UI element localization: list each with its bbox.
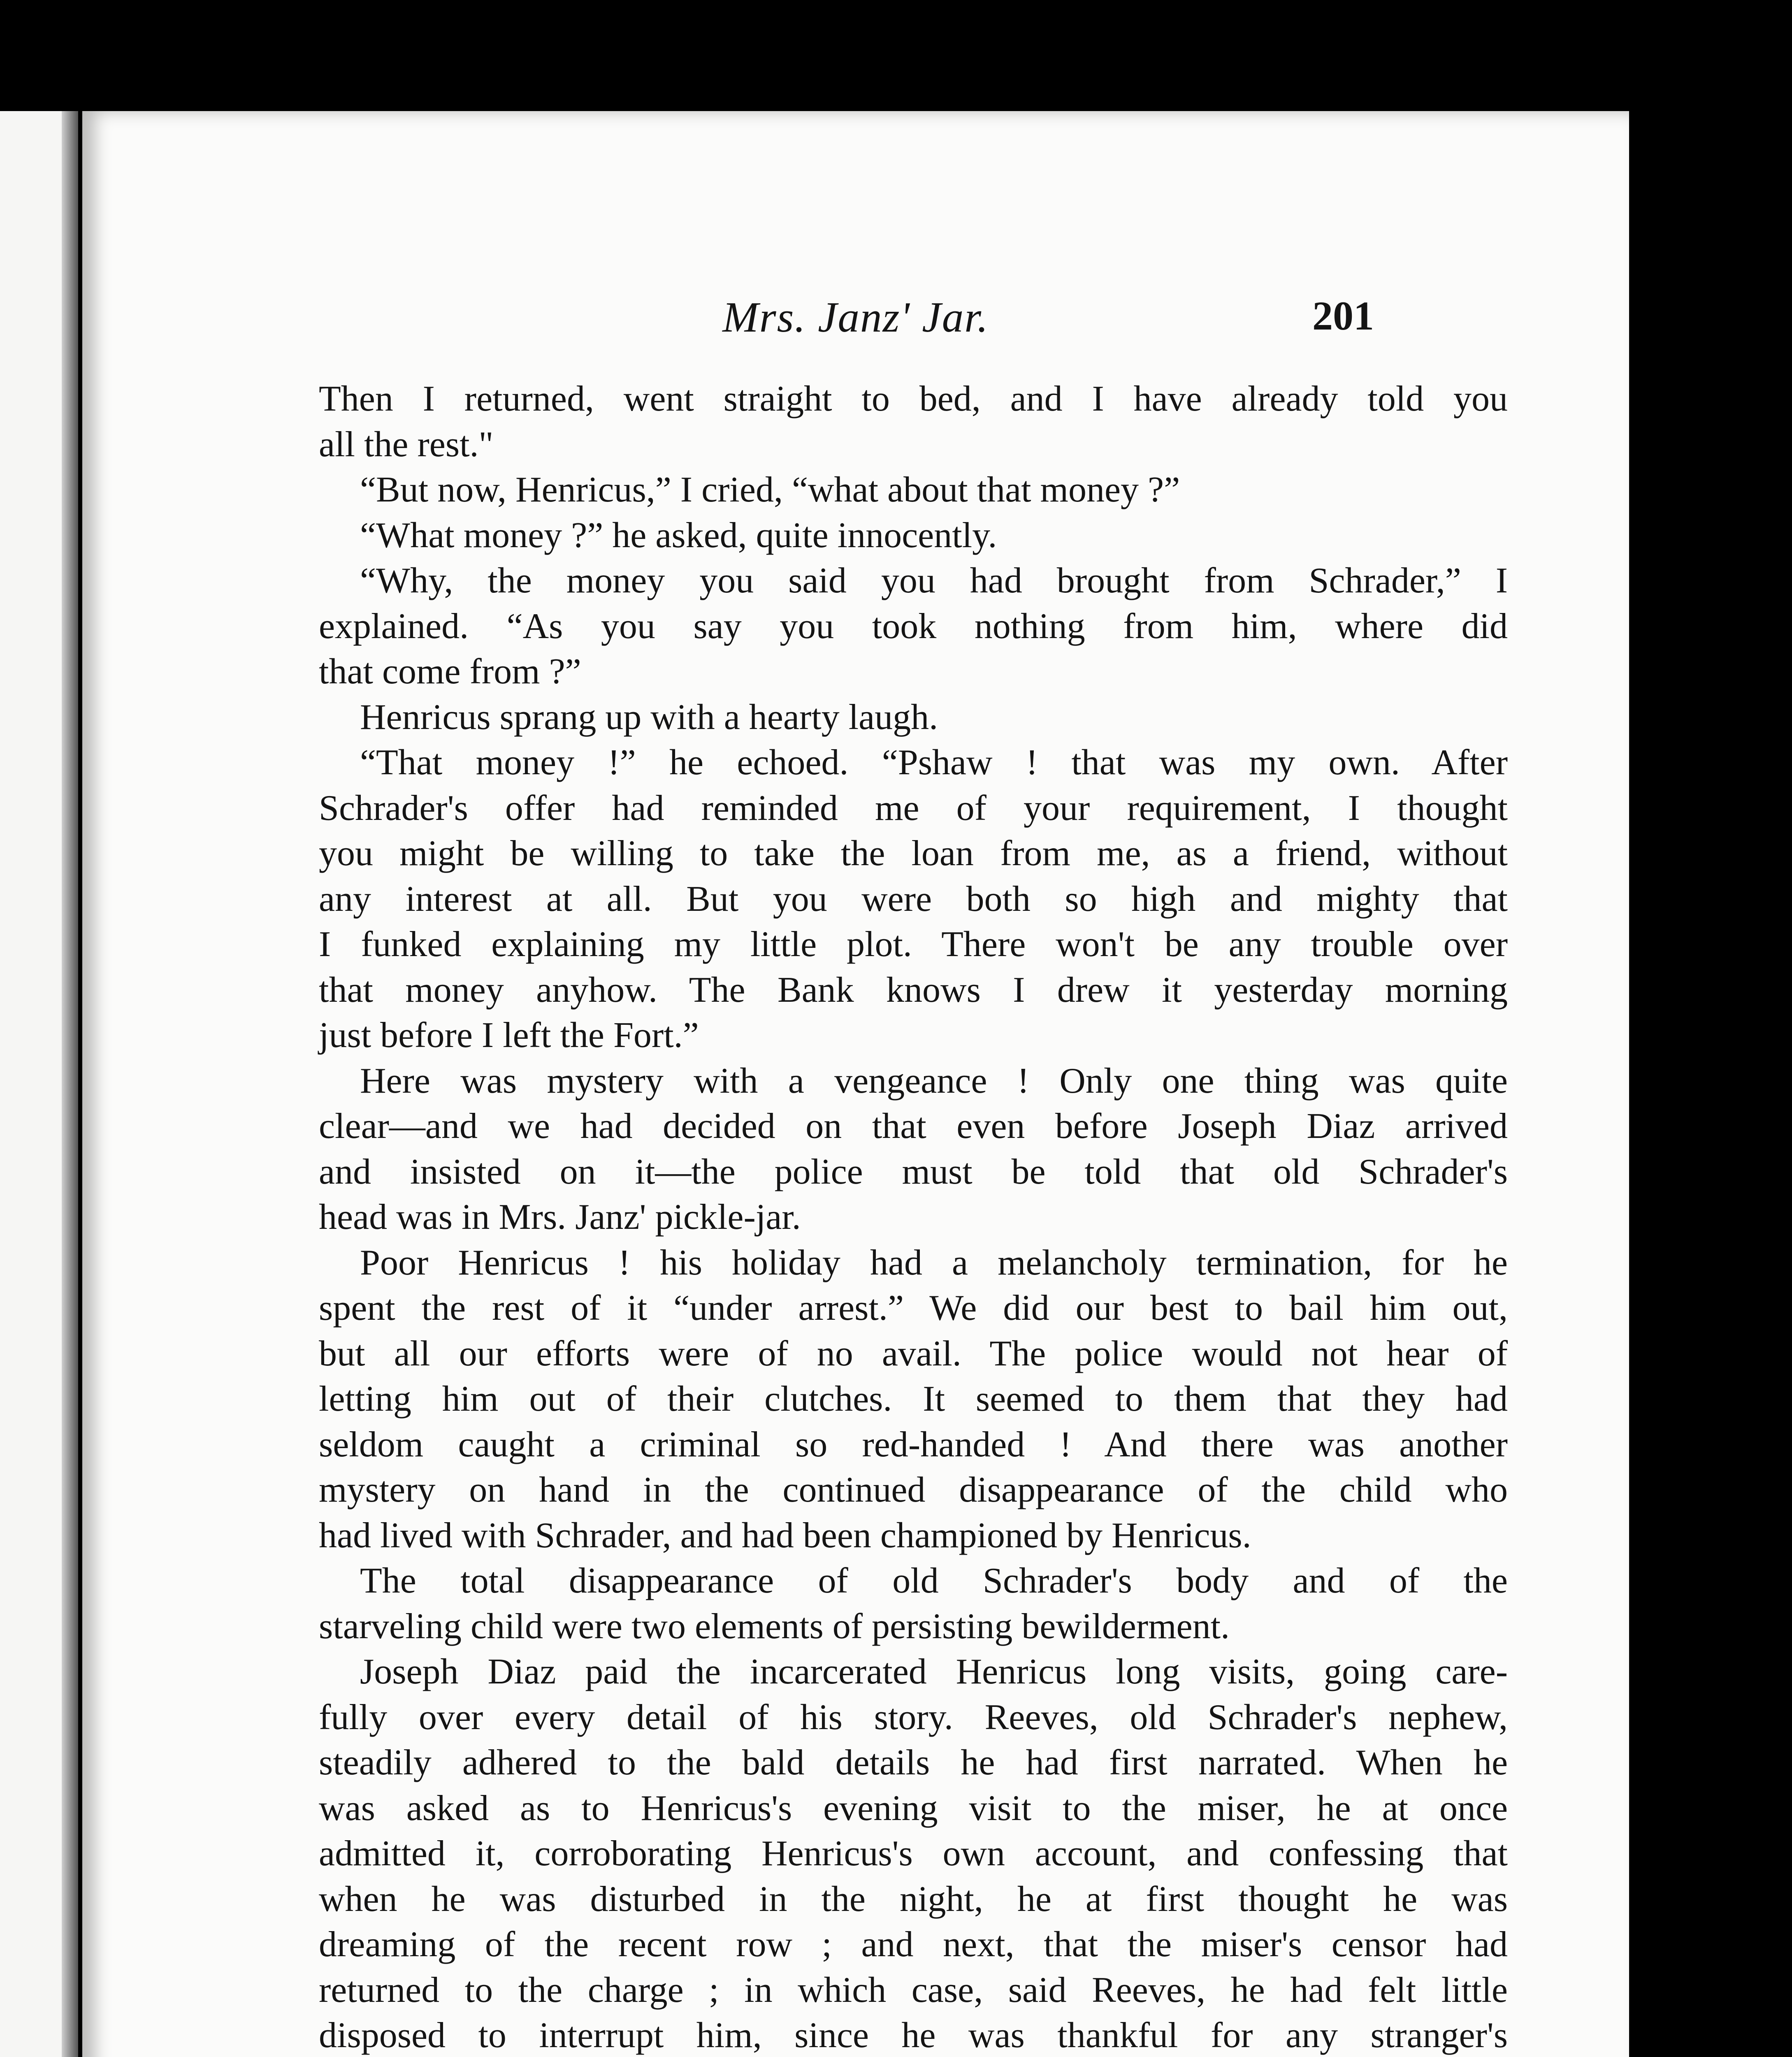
text-line: Henricus sprang up with a hearty laugh. — [360, 697, 938, 737]
text-line: “But now, Henricus,” I cried, “what about that money ?” — [360, 470, 1180, 510]
text-line: Then I returned, went straight to bed, and I have already told you — [319, 379, 1508, 419]
page-gutter-shadow — [62, 111, 78, 2057]
text-line: that money anyhow. The Bank knows I drew it yesterday morning — [319, 970, 1508, 1010]
page-number: 201 — [1312, 293, 1374, 339]
text-line: I funked explaining my little plot. There won't be any trouble over — [319, 924, 1508, 964]
text-line: just before I left the Fort.” — [319, 1015, 699, 1055]
text-line: Schrader's offer had reminded me of your requirement, I thought — [319, 788, 1508, 828]
text-line: steadily adhered to the bald details he had first narrated. When he — [319, 1743, 1508, 1783]
text-line: all the rest." — [319, 424, 494, 464]
text-line: Here was mystery with a vengeance ! Only one thing was quite — [360, 1061, 1508, 1101]
text-line: admitted it, corroborating Henricus's own account, and confessing that — [319, 1834, 1508, 1874]
text-line: and insisted on it—the police must be told that old Schrader's — [319, 1152, 1508, 1192]
text-line: “What money ?” he asked, quite innocently. — [360, 515, 997, 555]
body-text — [319, 376, 1508, 2057]
book-page — [82, 111, 1629, 2057]
page-header — [82, 292, 1629, 358]
text-line: starveling child were two elements of persisting bewilderment. — [319, 1606, 1230, 1646]
text-line: “Why, the money you said you had brought from Schrader,” I — [360, 561, 1508, 601]
text-line: any interest at all. But you were both so high and mighty that — [319, 879, 1508, 919]
text-line: explained. “As you say you took nothing from him, where did — [319, 606, 1508, 646]
text-line: disposed to interrupt him, since he was thankful for any stranger's — [319, 2015, 1508, 2055]
text-line: that come from ?” — [319, 652, 581, 692]
text-line: Poor Henricus ! his holiday had a melancholy termination, for he — [360, 1242, 1508, 1283]
text-line: dreaming of the recent row ; and next, that the miser's censor had — [319, 1925, 1508, 1964]
text-line: had lived with Schrader, and had been championed by Henricus. — [319, 1515, 1251, 1556]
text-line: spent the rest of it “under arrest.” We did our best to bail him out, — [319, 1288, 1508, 1328]
running-title: Mrs. Janz' Jar. — [722, 293, 989, 341]
text-line: fully over every detail of his story. Reeves, old Schrader's nephew, — [319, 1697, 1508, 1737]
text-line: letting him out of their clutches. It seemed to them that they had — [319, 1379, 1508, 1419]
text-line: clear—and we had decided on that even before Joseph Diaz arrived — [319, 1106, 1508, 1146]
text-line: Joseph Diaz paid the incarcerated Henricus long visits, going care- — [360, 1652, 1508, 1692]
text-line: “That money !” he echoed. “Pshaw ! that was my own. After — [360, 743, 1508, 782]
text-line: mystery on hand in the continued disappearance of the child who — [319, 1470, 1508, 1510]
text-line: was asked as to Henricus's evening visit to the miser, he at once — [319, 1788, 1508, 1828]
text-line: you might be willing to take the loan from me, as a friend, without — [319, 833, 1508, 873]
text-line: The total disappearance of old Schrader's body and of the — [360, 1561, 1508, 1601]
text-line: but all our efforts were of no avail. The police would not hear of — [319, 1333, 1508, 1374]
text-line: when he was disturbed in the night, he at first thought he was — [319, 1879, 1508, 1919]
text-line: head was in Mrs. Janz' pickle-jar. — [319, 1197, 801, 1237]
text-line: returned to the charge ; in which case, said Reeves, he had felt little — [319, 1970, 1508, 2010]
text-line: seldom caught a criminal so red-handed ! And there was another — [319, 1424, 1508, 1465]
